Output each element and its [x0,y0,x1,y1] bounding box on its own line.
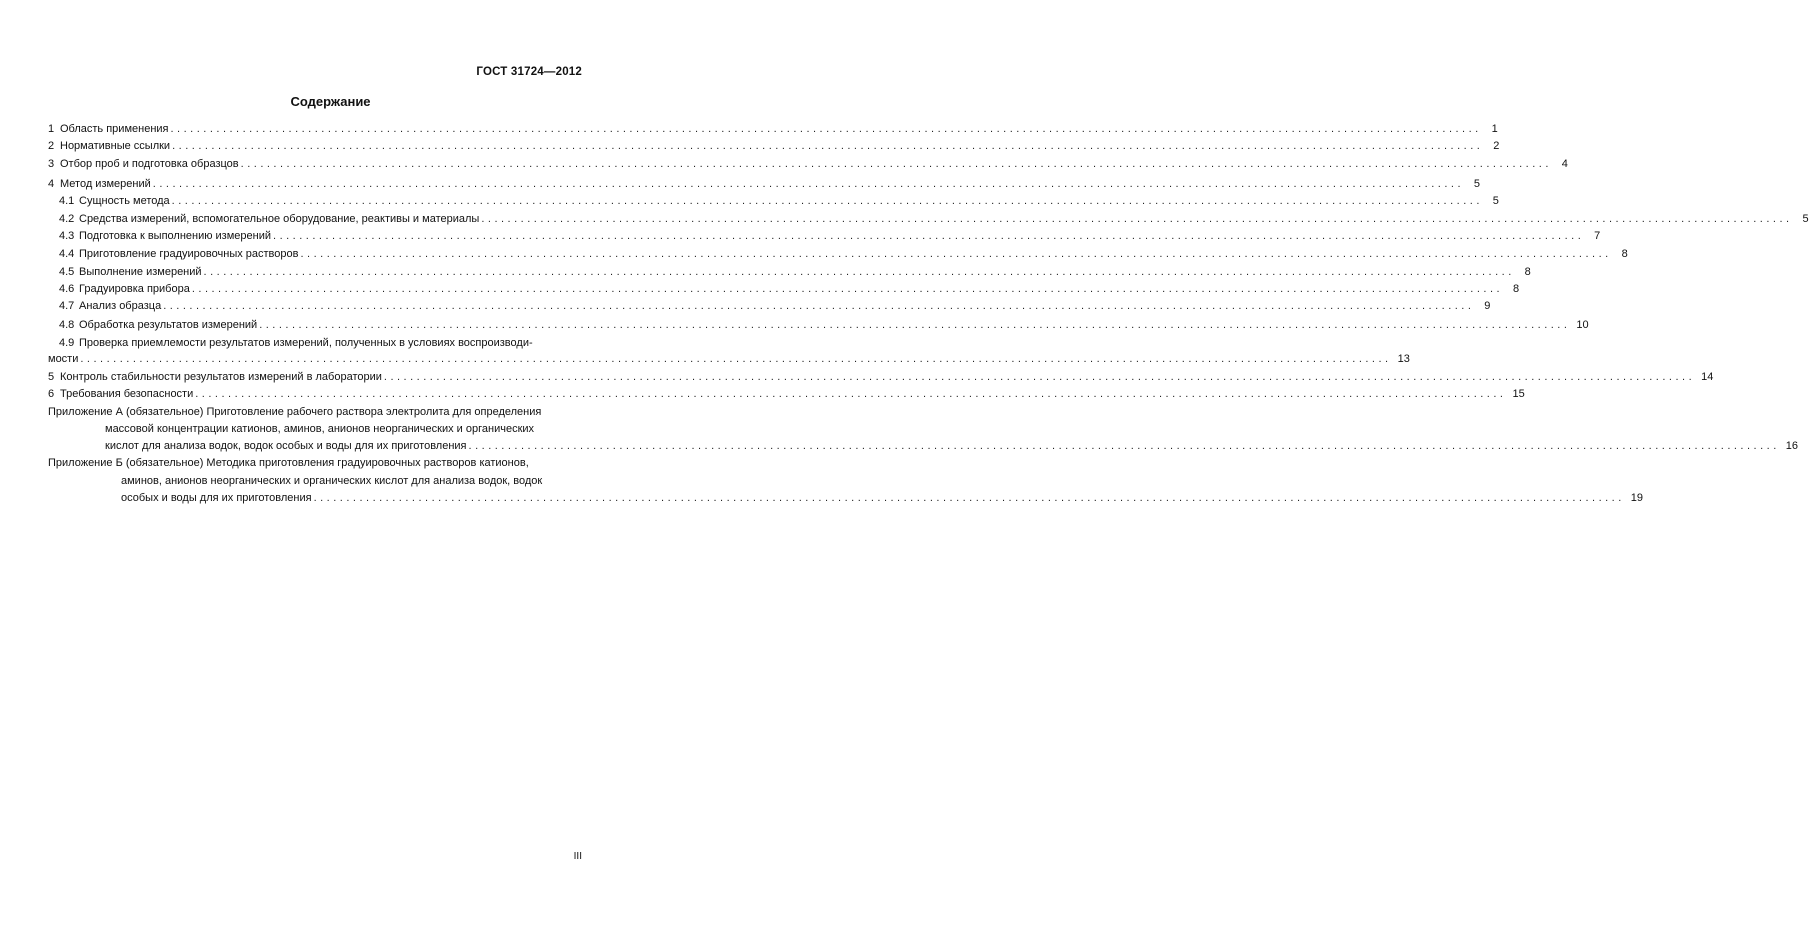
toc-number: 4.5 [59,266,75,278]
toc-number: 4.2 [59,213,75,225]
toc-page: 13 [1397,353,1410,365]
toc-number: 1 [48,123,55,135]
toc-page: 16 [1785,440,1799,452]
page-folio: III [573,851,582,862]
toc-text: особых и воды для их приготовления [121,492,312,504]
toc-entry-4-9-line1[interactable] [59,335,582,351]
toc-text: Выполнение измерений [79,266,202,278]
toc-entry-4-4[interactable] [59,246,1628,262]
toc-text: Контроль стабильности результатов измерений в лаборатории [60,371,382,383]
toc-page: 10 [1576,319,1589,331]
toc-page: 2 [1493,140,1500,152]
leader-dots: ........................................................................................................................................................................................................ [172,140,1484,152]
appendix-a-line2 [105,421,582,437]
leader-dots: ........................................................................................................................................................................................................ [80,353,1392,365]
toc-number: 4.7 [59,300,75,312]
leader-dots: ........................................................................................................................................................................................................ [152,178,1465,190]
toc-text: Подготовка к выполнению измерений [79,230,272,242]
toc-entry-1[interactable] [48,121,1498,137]
toc-number: 4.8 [59,319,75,331]
toc-page: 15 [1512,388,1525,400]
leader-dots: ........................................................................................................................................................................................................ [259,319,1571,331]
toc-entry-4-8[interactable] [59,317,1589,333]
toc-number: 4.6 [59,283,75,295]
toc-number: 4.9 [59,337,75,349]
leader-dots: ........................................................................................................................................................................................................ [313,492,1625,504]
toc-text: Метод измерений [60,178,151,190]
toc-entry-6[interactable] [48,386,1525,402]
toc-text: Сущность метода [79,195,170,207]
toc-text: кислот для анализа водок, водок особых и воды для их приготовления [105,440,467,452]
toc-page: 5 [1473,178,1481,190]
leader-dots: ........................................................................................................................................................................................................ [203,266,1515,278]
toc-entry-4-2[interactable] [59,211,1809,227]
toc-text: мости [48,353,79,365]
leader-dots: ........................................................................................................................................................................................................ [170,123,1482,135]
toc-entry-4-3[interactable] [59,228,1601,244]
leader-dots: ........................................................................................................................................................................................................ [273,230,1585,242]
toc-number: 4.1 [59,195,75,207]
toc-page: 5 [1492,195,1499,207]
toc-text: Отбор проб и подготовка образцов [60,158,239,170]
leader-dots: ........................................................................................................................................................................................................ [191,283,1504,295]
toc-page: 9 [1484,300,1491,312]
toc-entry-5[interactable] [48,369,1714,385]
toc-page: 4 [1561,158,1568,170]
toc-text: Анализ образца [79,300,162,312]
toc-text: Приложение Б (обязательное) Методика приготовления градуировочных растворов катионов, [48,457,529,469]
toc-text: Приготовление градуировочных растворов [79,248,299,260]
toc-entry-4[interactable] [48,176,1481,192]
appendix-a-line1[interactable] [48,404,582,420]
toc-text: Требования безопасности [60,388,194,400]
leader-dots: ........................................................................................................................................................................................................ [481,213,1793,225]
toc-text: аминов, анионов неорганических и органических кислот для анализа водок, водок [121,475,543,487]
leader-dots: ........................................................................................................................................................................................................ [171,195,1483,207]
toc-entry-2[interactable] [48,138,1500,154]
toc-page: 8 [1524,266,1531,278]
page-title: Содержание [290,94,371,109]
toc-page: 8 [1621,248,1628,260]
toc-entry-4-1[interactable] [59,193,1499,209]
leader-dots: ........................................................................................................................................................................................................ [383,371,1696,383]
toc-text: Проверка приемлемости результатов измерений, полученных в условиях воспроизводи- [79,337,533,349]
appendix-b-line3[interactable] [121,490,1644,506]
toc-text: Средства измерений, вспомогательное оборудование, реактивы и материалы [79,213,480,225]
toc-number: 2 [48,140,55,152]
toc-page: 19 [1630,492,1644,504]
appendix-b-line1[interactable] [48,455,582,471]
toc-entry-4-5[interactable] [59,264,1531,280]
leader-dots: ........................................................................................................................................................................................................ [195,388,1507,400]
leader-dots: ........................................................................................................................................................................................................ [163,300,1475,312]
toc-page: 14 [1701,371,1714,383]
leader-dots: ........................................................................................................................................................................................................ [468,440,1780,452]
toc-page: 7 [1594,230,1601,242]
toc-number: 6 [48,388,55,400]
toc-number: 5 [48,371,55,383]
toc-number: 4 [48,178,55,190]
toc-page: 5 [1802,213,1809,225]
toc-entry-4-9-line2[interactable] [48,351,1410,367]
toc-text: Градуировка прибора [79,283,190,295]
leader-dots: ........................................................................................................................................................................................................ [240,158,1552,170]
leader-dots: ........................................................................................................................................................................................................ [300,248,1612,260]
toc-text: Приложение А (обязательное) Приготовление рабочего раствора электролита для определения [48,406,542,418]
toc-entry-4-7[interactable] [59,298,1491,314]
toc-entry-3[interactable] [48,156,1568,172]
toc-text: Нормативные ссылки [60,140,171,152]
toc-text: Область применения [60,123,169,135]
toc-number: 3 [48,158,55,170]
toc-page: 1 [1491,123,1498,135]
toc-entry-4-6[interactable] [59,281,1520,297]
toc-text: Обработка результатов измерений [79,319,258,331]
toc-page: 8 [1512,283,1520,295]
standard-code: ГОСТ 31724—2012 [476,66,582,78]
toc-text: массовой концентрации катионов, аминов, анионов неорганических и органических [105,423,535,435]
appendix-a-line3[interactable] [105,438,1799,454]
toc-number: 4.3 [59,230,75,242]
appendix-b-line2 [121,473,582,489]
toc-number: 4.4 [59,248,75,260]
